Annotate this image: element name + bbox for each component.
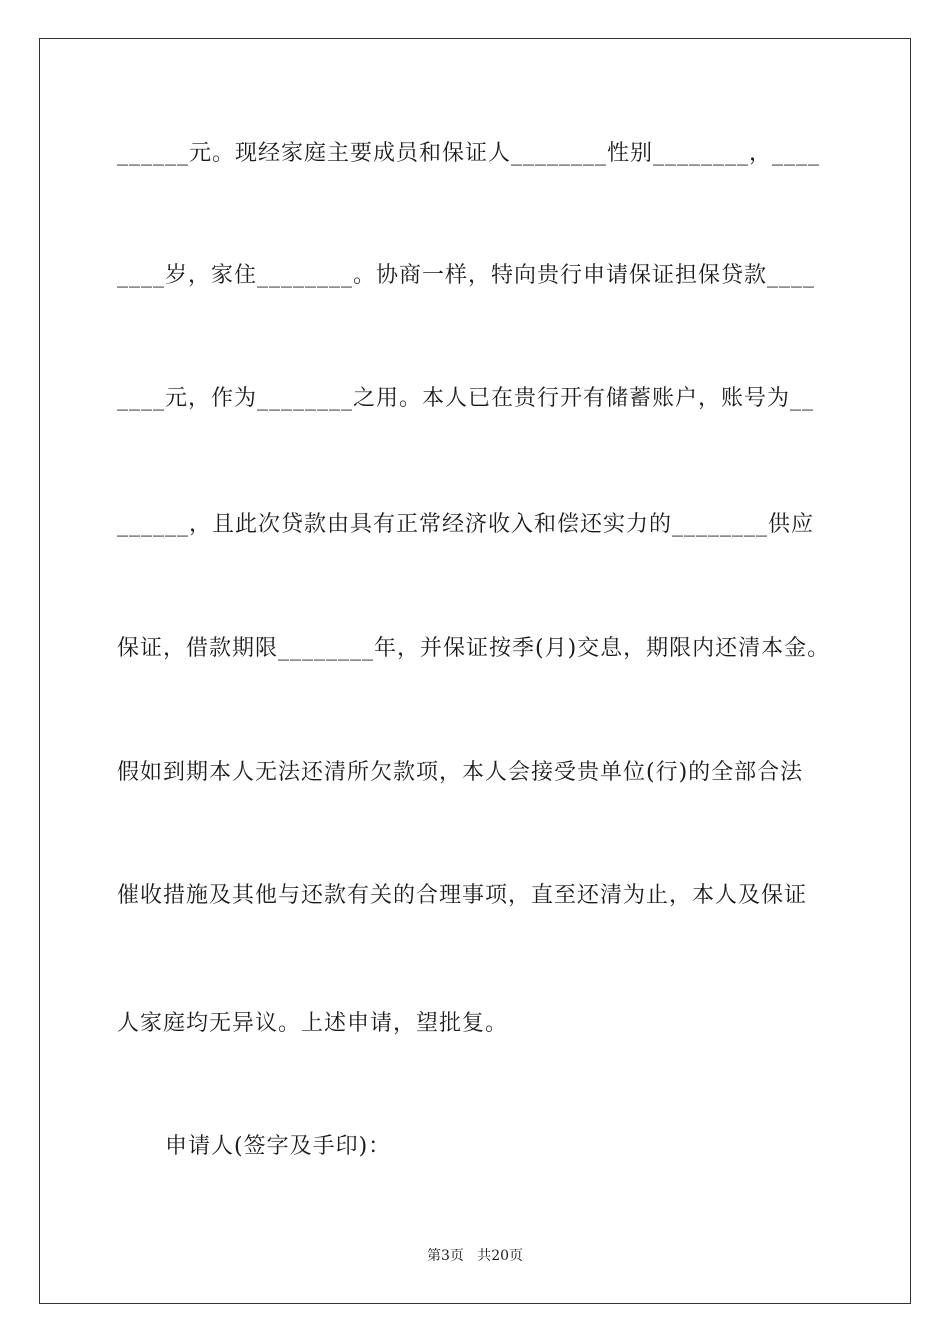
body-line-4: ______，且此次贷款由具有正常经济收入和偿还实力的________供应 <box>117 512 815 537</box>
body-line-2: ____岁，家住________。协商一样，特向贵行申请保证担保贷款____ <box>117 263 816 288</box>
body-line-8: 人家庭均无异议。上述申请，望批复。 <box>117 1011 509 1036</box>
applicant-signature-label: 申请人(签字及手印)： <box>165 1134 392 1159</box>
body-line-3: ____元，作为________之用。本人已在贵行开有储蓄账户，账号为__ <box>117 386 815 411</box>
body-line-5: 保证，借款期限________年，并保证按季(月)交息，期限内还清本金。 <box>117 636 831 661</box>
body-line-6: 假如到期本人无法还清所欠款项，本人会接受贵单位(行)的全部合法 <box>117 760 804 785</box>
body-line-1: ______元。现经家庭主要成员和保证人________性别________，____ <box>117 141 821 166</box>
body-line-7: 催收措施及其他与还款有关的合理事项，直至还清为止，本人及保证 <box>117 883 808 908</box>
page-number-footer: 第3页 共20页 <box>426 1248 524 1264</box>
page-border <box>39 38 911 1304</box>
